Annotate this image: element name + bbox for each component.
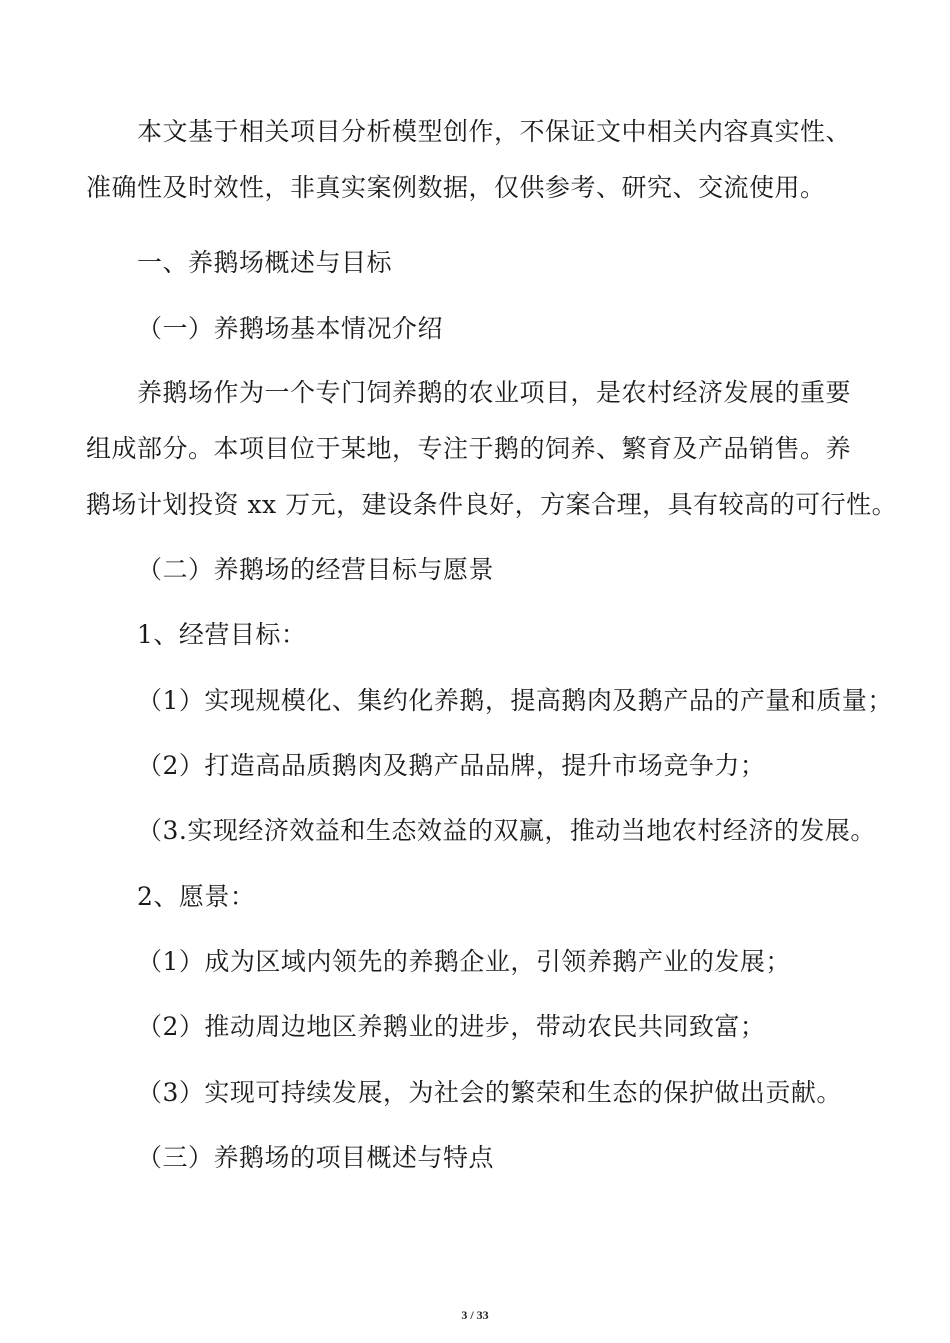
vision-item-1: （1）成为区域内领先的养鹅企业，引领养鹅产业的发展； xyxy=(137,947,791,976)
section-heading: 一、养鹅场概述与目标 xyxy=(137,248,393,277)
subsection-heading-1: （一）养鹅场基本情况介绍 xyxy=(137,314,444,343)
intro-paragraph-line-2: 组成部分。本项目位于某地，专注于鹅的饲养、繁育及产品销售。养 xyxy=(86,434,852,463)
vision-heading: 2、愿景： xyxy=(137,882,256,911)
goal-item-1: （1）实现规模化、集约化养鹅，提高鹅肉及鹅产品的产量和质量； xyxy=(137,686,893,715)
intro-paragraph-line-3: 鹅场计划投资 xx 万元，建设条件良好，方案合理，具有较高的可行性。 xyxy=(86,490,898,519)
subsection-heading-3: （三）养鹅场的项目概述与特点 xyxy=(137,1143,495,1172)
vision-item-2: （2）推动周边地区养鹅业的进步，带动农民共同致富； xyxy=(137,1012,766,1041)
goals-heading: 1、经营目标： xyxy=(137,620,307,649)
page-number: 3 / 33 xyxy=(461,1308,489,1322)
disclaimer-line-2: 准确性及时效性，非真实案例数据，仅供参考、研究、交流使用。 xyxy=(86,173,826,202)
intro-paragraph-line-1: 养鹅场作为一个专门饲养鹅的农业项目，是农村经济发展的重要 xyxy=(137,378,852,407)
disclaimer-line-1: 本文基于相关项目分析模型创作，不保证文中相关内容真实性、 xyxy=(137,117,852,146)
vision-item-3: （3）实现可持续发展，为社会的繁荣和生态的保护做出贡献。 xyxy=(137,1078,842,1107)
goal-item-2: （2）打造高品质鹅肉及鹅产品品牌，提升市场竞争力； xyxy=(137,751,766,780)
goal-item-3: （3.实现经济效益和生态效益的双赢，推动当地农村经济的发展。 xyxy=(137,816,876,845)
subsection-heading-2: （二）养鹅场的经营目标与愿景 xyxy=(137,555,495,584)
